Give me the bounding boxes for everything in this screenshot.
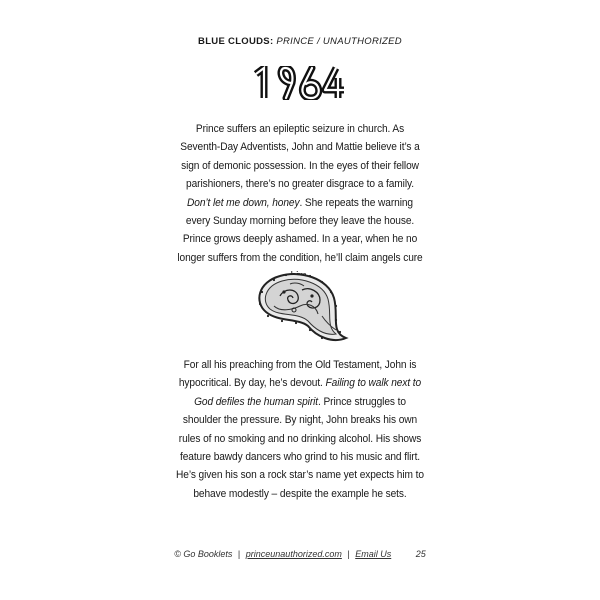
paragraph-1 xyxy=(175,120,425,286)
page-footer xyxy=(0,549,600,559)
website-link[interactable]: princeunauthorized.com xyxy=(245,549,342,559)
book-subtitle: PRINCE / UNAUTHORIZED xyxy=(276,36,402,47)
email-link[interactable]: Email Us xyxy=(355,549,392,559)
paragraph-2-quote: Failing to walk next to God defiles the human spirit xyxy=(194,377,422,408)
paragraph-1-quote: Don’t let me down, honey xyxy=(187,196,300,209)
footer-separator: | xyxy=(347,549,350,559)
paragraph-2-text-b: . Prince struggles to shoulder the pressure. By night, John breaks his own rules of no smoking and no drinking alcohol. His shows feature bawdy dancers who grind to his music and flirt. He’s given his son a rock star’s name yet expects him to behave modestly – despite the example he sets. xyxy=(176,395,424,500)
running-head xyxy=(0,36,600,47)
paragraph-2-text-a: For all his preaching from the Old Testament, John is hypocritical. By day, he’s devout. xyxy=(178,359,417,390)
paragraph-1-text-a: Prince suffers an epileptic seizure in church. As Seventh-Day Adventists, John and Mattie believe it’s a sign of demonic possession. In the eyes of their fellow parishioners, there’s no greater disgrace to a family. xyxy=(180,123,420,191)
year-heading xyxy=(0,66,600,105)
book-title: BLUE CLOUDS: xyxy=(198,36,274,47)
footer-separator: | xyxy=(237,549,241,559)
copyright-text: © Go Booklets xyxy=(174,549,233,559)
page-number: 25 xyxy=(415,549,426,559)
paisley-ornament-icon xyxy=(250,266,350,346)
paragraph-2 xyxy=(175,356,425,503)
paragraph-1-text-b: . She repeats the warning every Sunday morning before they leave the house. Prince grows deeply ashamed. In a year, when he no longer suffers from the condition, he’ll claim angels cure xyxy=(177,196,423,264)
year-heading-graphic xyxy=(252,66,348,100)
